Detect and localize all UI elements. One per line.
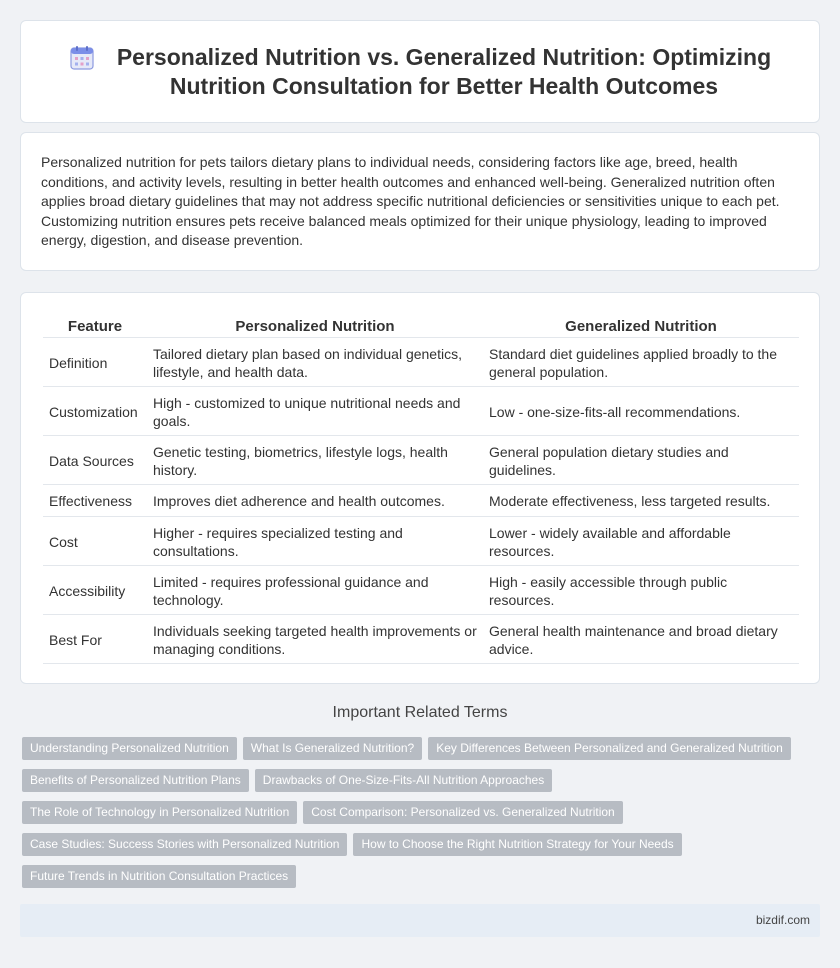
personalized-cell: Tailored dietary plan based on individual genetics, lifestyle, and health data. [147,339,483,387]
table-row [43,339,799,387]
footer [20,904,820,937]
feature-cell: Definition [43,339,147,387]
generalized-cell: Standard diet guidelines applied broadly to the general population. [483,339,799,387]
personalized-cell: Genetic testing, biometrics, lifestyle logs, health history. [147,437,483,485]
generalized-cell: Low - one-size-fits-all recommendations. [483,388,799,436]
footer-site-name[interactable]: bizdif.com [755,913,810,927]
personalized-cell: High - customized to unique nutritional needs and goals. [147,388,483,436]
generalized-cell: General health maintenance and broad dietary advice. [483,616,799,664]
page-title [117,43,771,101]
related-term-tag[interactable]: Case Studies: Success Stories with Personalized Nutrition [22,833,347,856]
generalized-cell: Lower - widely available and affordable resources. [483,518,799,566]
table-row [43,518,799,566]
generalized-cell: Moderate effectiveness, less targeted results. [483,486,799,517]
feature-cell: Accessibility [43,567,147,615]
related-terms-title: Important Related Terms [332,704,508,721]
feature-cell: Customization [43,388,147,436]
table-header-row [43,310,799,338]
calendar-icon [69,45,95,71]
personalized-cell: Improves diet adherence and health outcomes. [147,486,483,517]
personalized-cell: Individuals seeking targeted health improvements or managing conditions. [147,616,483,664]
header-generalized: Generalized Nutrition [483,310,799,338]
related-term-tag[interactable]: Drawbacks of One-Size-Fits-All Nutrition Approaches [255,769,552,792]
intro-paragraph: Personalized nutrition for pets tailors dietary plans to individual needs, considering factors like age, breed, health conditions, and activity levels, resulting in better health outcomes and enhanced well-being. Generalized nutrition often applies broad dietary guidelines that may not address specific nutritional deficiencies or sensitivities unique to each pet. Customizing nutrition ensures pets receive balanced meals optimized for their unique physiology, leading to improved energy, digestion, and disease prevention. [41,154,780,248]
header-feature: Feature [43,310,147,338]
table-row [43,567,799,615]
table-row [43,388,799,436]
table-row [43,437,799,485]
comparison-table-card [20,292,820,684]
related-terms-list [22,737,812,888]
feature-cell: Effectiveness [43,486,147,517]
related-term-tag[interactable]: Cost Comparison: Personalized vs. Generalized Nutrition [303,801,622,824]
page-title-line-2: Nutrition Consultation for Better Health Outcomes [169,72,719,99]
page-title-line-1: Personalized Nutrition vs. Generalized Nutrition: Optimizing [116,43,772,70]
related-term-tag[interactable]: The Role of Technology in Personalized Nutrition [22,801,297,824]
table-row [43,486,799,517]
generalized-cell: High - easily accessible through public resources. [483,567,799,615]
personalized-cell: Higher - requires specialized testing and consultations. [147,518,483,566]
related-term-tag[interactable]: Future Trends in Nutrition Consultation Practices [22,865,296,888]
header-card [20,20,820,123]
intro-card [20,132,820,271]
related-term-tag[interactable]: How to Choose the Right Nutrition Strategy for Your Needs [353,833,681,856]
comparison-table [43,309,799,665]
header-personalized: Personalized Nutrition [147,310,483,338]
feature-cell: Cost [43,518,147,566]
personalized-cell: Limited - requires professional guidance and technology. [147,567,483,615]
generalized-cell: General population dietary studies and guidelines. [483,437,799,485]
related-term-tag[interactable]: Understanding Personalized Nutrition [22,737,237,760]
related-term-tag[interactable]: Key Differences Between Personalized and Generalized Nutrition [428,737,791,760]
related-term-tag[interactable]: Benefits of Personalized Nutrition Plans [22,769,249,792]
feature-cell: Best For [43,616,147,664]
related-term-tag[interactable]: What Is Generalized Nutrition? [243,737,422,760]
table-row [43,616,799,664]
feature-cell: Data Sources [43,437,147,485]
